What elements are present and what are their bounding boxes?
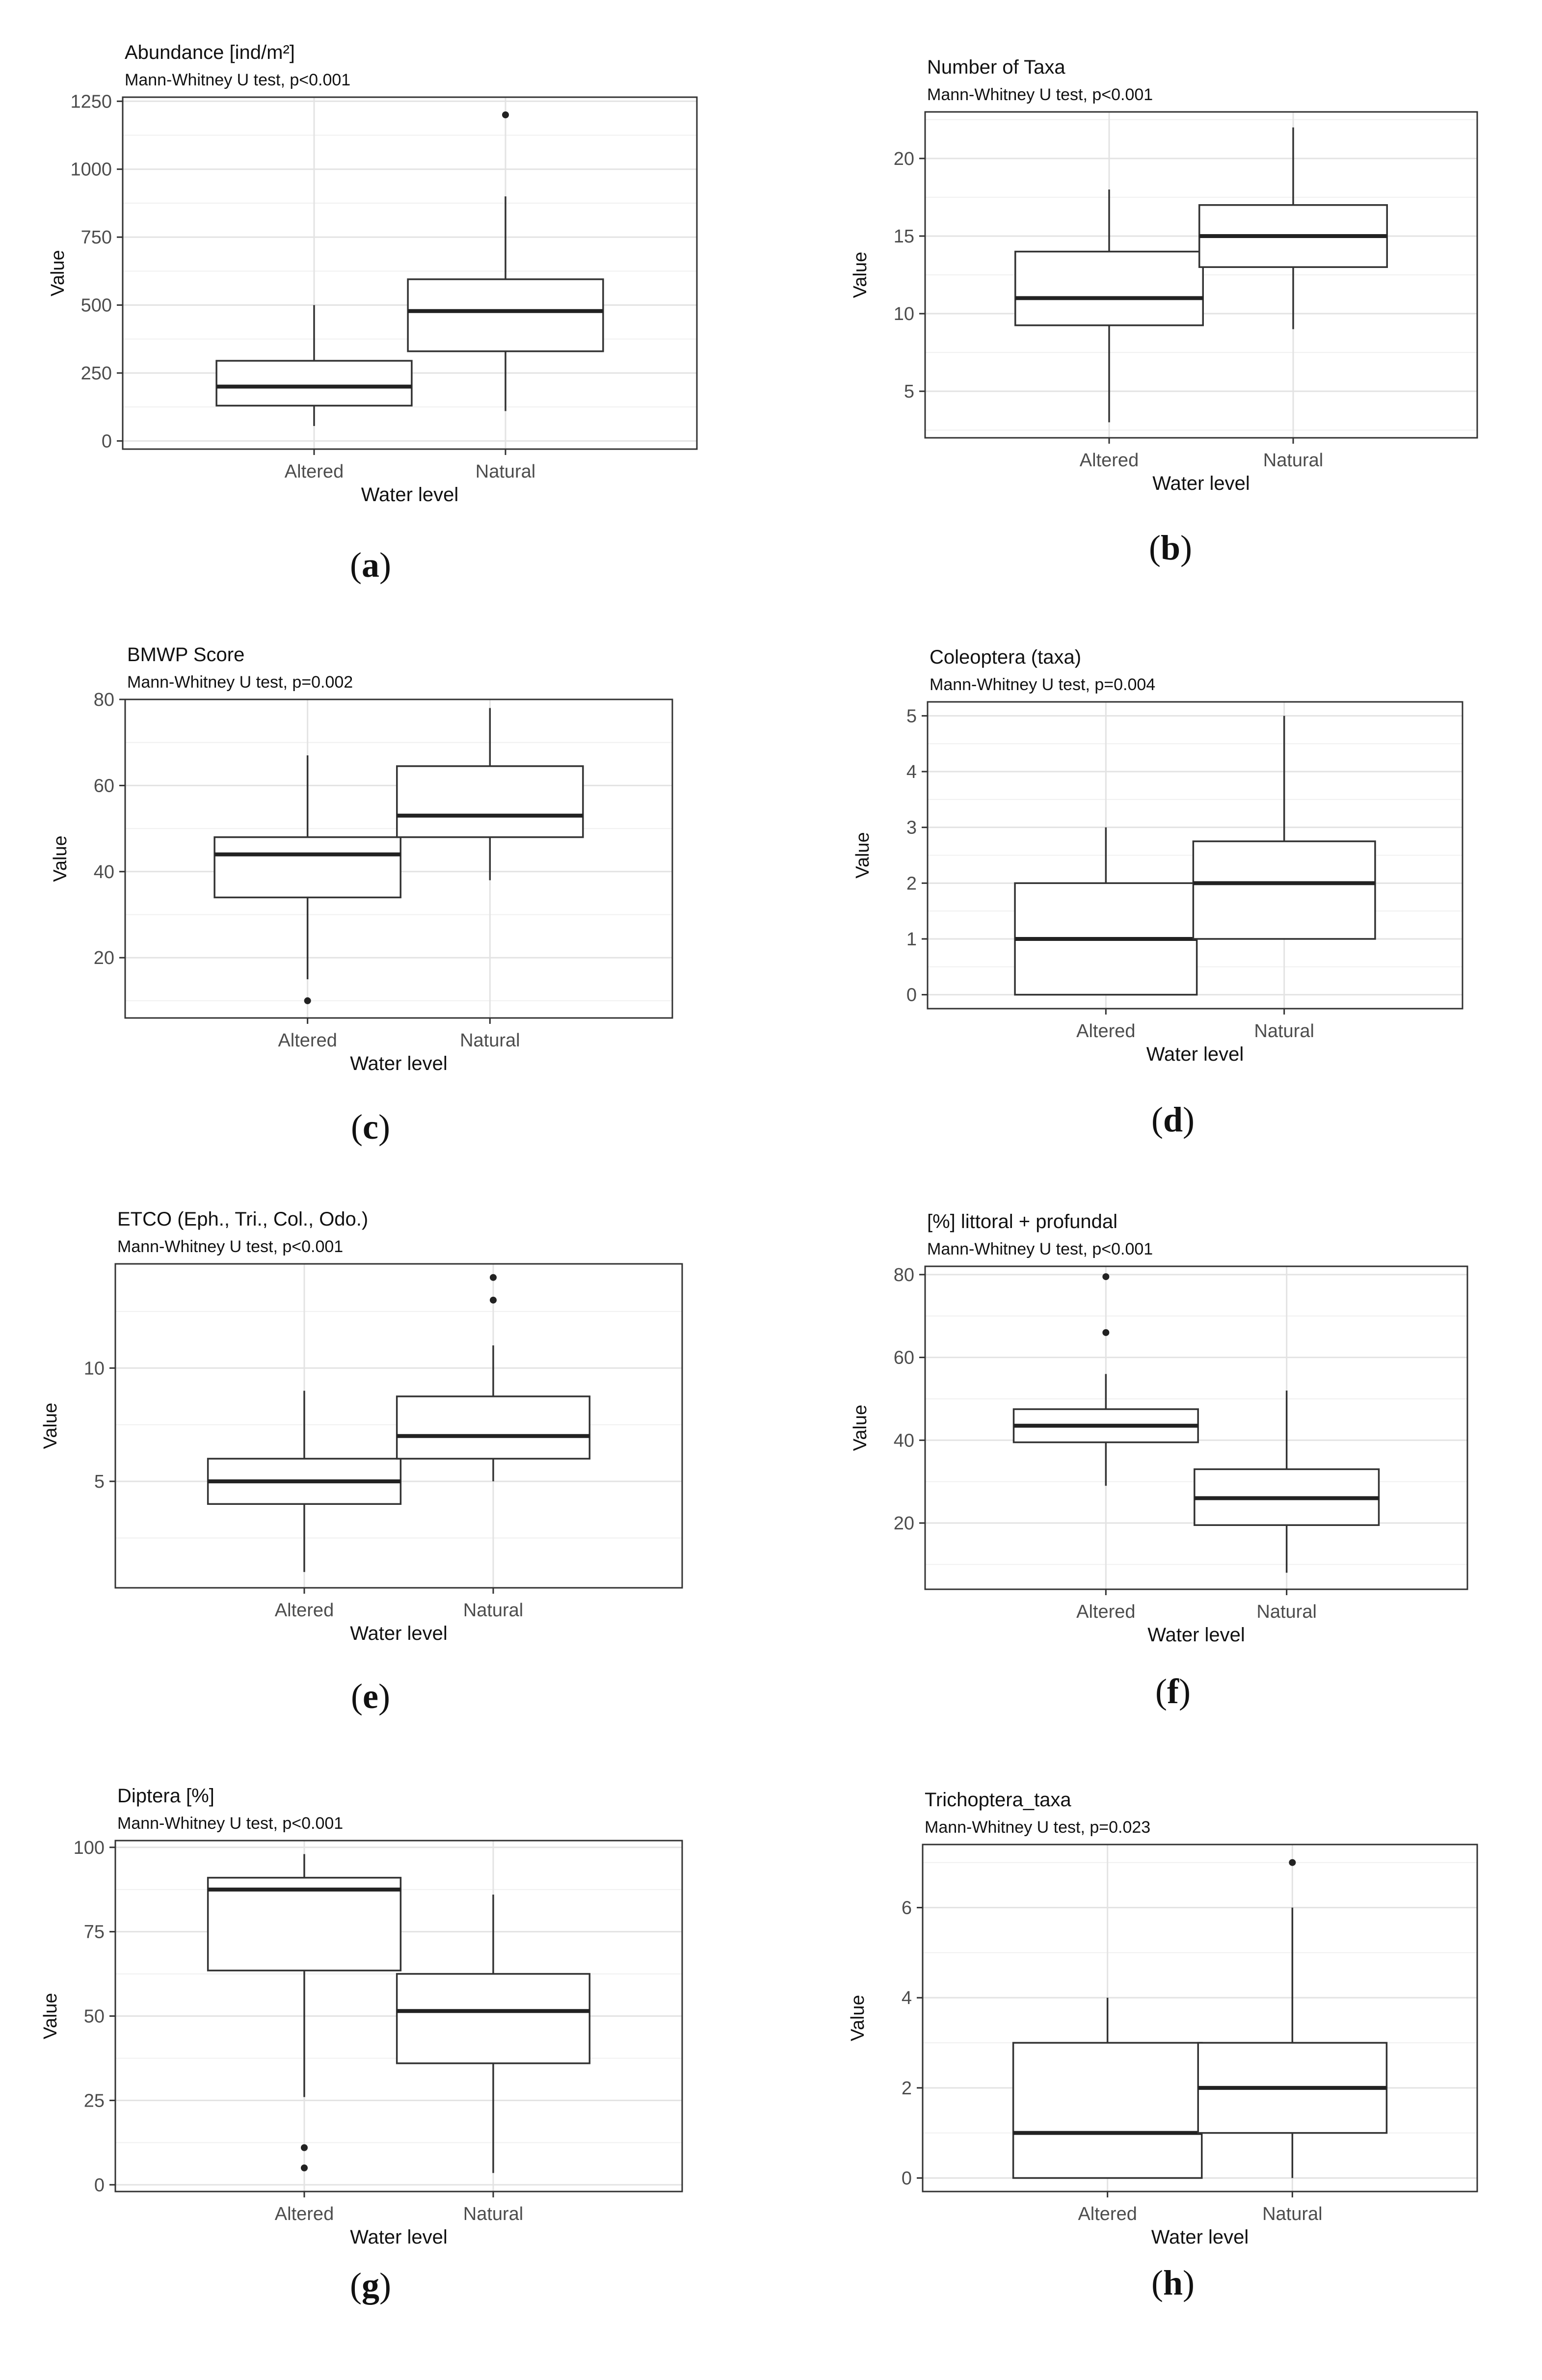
chart-subtitle: Mann-Whitney U test, p<0.001: [927, 1240, 1153, 1258]
x-axis-title: Water level: [350, 1053, 448, 1074]
y-tick-label: 80: [93, 690, 114, 710]
x-tick-label: Altered: [274, 2204, 334, 2224]
x-tick-label: Altered: [1076, 1021, 1136, 1042]
y-tick-label: 75: [83, 1922, 105, 1943]
y-tick-label: 20: [93, 948, 114, 969]
box-iqr: [397, 1396, 590, 1459]
y-tick-label: 0: [906, 985, 917, 1006]
chart-subtitle: Mann-Whitney U test, p<0.001: [927, 85, 1153, 104]
y-tick-label: 40: [93, 861, 114, 882]
outlier-point: [1289, 1859, 1296, 1866]
y-tick-label: 80: [893, 1264, 914, 1285]
y-tick-label: 4: [901, 1988, 912, 2009]
x-tick-label: Altered: [1078, 2204, 1137, 2224]
x-tick-label: Natural: [1254, 1021, 1314, 1042]
outlier-point: [301, 2165, 308, 2171]
x-axis-title: Water level: [1152, 473, 1250, 494]
panel-label-h: (h): [1151, 2263, 1195, 2302]
box-iqr: [1015, 252, 1203, 325]
y-axis-title: Value: [48, 250, 68, 296]
chart-title: BMWP Score: [127, 644, 245, 666]
y-tick-label: 3: [906, 817, 917, 838]
box-iqr: [1013, 2043, 1202, 2178]
chart-subtitle: Mann-Whitney U test, p=0.023: [925, 1818, 1151, 1837]
panel-label-f: (f): [1155, 1672, 1191, 1711]
y-tick-label: 6: [901, 1898, 912, 1919]
y-tick-label: 2: [906, 873, 917, 894]
chart-title: ETCO (Eph., Tri., Col., Odo.): [117, 1208, 369, 1230]
y-tick-label: 5: [94, 1471, 105, 1493]
x-axis-title: Water level: [1146, 1043, 1244, 1065]
y-tick-label: 1000: [70, 159, 112, 180]
x-tick-label: Natural: [1262, 2204, 1323, 2224]
box-iqr: [214, 837, 400, 898]
y-axis-title: Value: [40, 1993, 61, 2039]
y-tick-label: 40: [893, 1430, 914, 1451]
outlier-point: [502, 111, 509, 118]
y-tick-label: 2: [901, 2078, 912, 2099]
x-tick-label: Altered: [1079, 450, 1139, 471]
panel-label-b: (b): [1148, 528, 1193, 567]
y-tick-label: 60: [893, 1347, 914, 1368]
chart-b: [850, 56, 1477, 494]
y-tick-label: 15: [893, 226, 914, 247]
x-axis-title: Water level: [361, 484, 459, 506]
x-tick-label: Altered: [1076, 1602, 1136, 1622]
y-tick-label: 20: [893, 1513, 914, 1534]
chart-subtitle: Mann-Whitney U test, p<0.001: [117, 1814, 344, 1833]
y-tick-label: 5: [904, 381, 914, 402]
chart-subtitle: Mann-Whitney U test, p=0.002: [127, 673, 353, 692]
chart-f: [850, 1211, 1467, 1646]
box-iqr: [208, 1878, 401, 1971]
box-iqr: [397, 1974, 590, 2063]
outlier-point: [490, 1274, 497, 1281]
chart-title: Coleoptera (taxa): [930, 646, 1082, 668]
chart-title: Trichoptera_taxa: [925, 1789, 1071, 1811]
chart-title: Number of Taxa: [927, 56, 1065, 78]
x-tick-label: Natural: [1256, 1602, 1317, 1622]
chart-h: [848, 1789, 1477, 2248]
y-tick-label: 1: [906, 929, 917, 950]
x-axis-title: Water level: [350, 1623, 448, 1644]
x-tick-label: Altered: [278, 1030, 337, 1051]
chart-title: Abundance [ind/m²]: [125, 42, 295, 63]
y-tick-label: 0: [901, 2168, 912, 2189]
chart-title: [%] littoral + profundal: [927, 1211, 1117, 1232]
x-tick-label: Altered: [284, 461, 344, 482]
panel-label-e: (e): [351, 1677, 390, 1716]
y-tick-label: 5: [906, 706, 917, 727]
x-tick-label: Natural: [475, 461, 536, 482]
y-axis-title: Value: [40, 1402, 61, 1449]
y-tick-label: 4: [906, 762, 917, 783]
y-tick-label: 750: [80, 227, 112, 248]
outlier-point: [1102, 1329, 1109, 1336]
y-tick-label: 20: [893, 148, 914, 169]
y-tick-label: 50: [83, 2006, 105, 2027]
outlier-point: [1102, 1273, 1109, 1280]
outlier-point: [304, 997, 311, 1004]
panel-label-d: (d): [1151, 1100, 1195, 1139]
chart-subtitle: Mann-Whitney U test, p=0.004: [930, 675, 1156, 694]
chart-d: [852, 646, 1462, 1065]
y-tick-label: 25: [83, 2090, 105, 2112]
y-tick-label: 10: [893, 304, 914, 325]
y-tick-label: 0: [94, 2175, 105, 2196]
chart-subtitle: Mann-Whitney U test, p<0.001: [117, 1237, 344, 1256]
panel-label-a: (a): [350, 545, 391, 585]
y-tick-label: 60: [93, 776, 114, 797]
y-tick-label: 1250: [70, 91, 112, 112]
x-axis-title: Water level: [1147, 1624, 1245, 1646]
y-tick-label: 10: [83, 1358, 105, 1379]
y-axis-title: Value: [50, 835, 71, 882]
y-tick-label: 100: [73, 1837, 105, 1858]
x-tick-label: Natural: [460, 1030, 520, 1051]
y-axis-title: Value: [850, 251, 871, 298]
chart-a: [48, 42, 697, 506]
box-iqr: [216, 361, 412, 405]
y-axis-title: Value: [850, 1404, 871, 1451]
chart-c: [50, 644, 672, 1074]
x-tick-label: Altered: [274, 1600, 334, 1621]
chart-subtitle: Mann-Whitney U test, p<0.001: [125, 71, 351, 89]
chart-g: [40, 1785, 682, 2248]
y-tick-label: 0: [101, 431, 112, 452]
box-iqr: [1193, 841, 1375, 939]
x-axis-title: Water level: [1151, 2226, 1249, 2248]
y-tick-label: 500: [80, 295, 112, 316]
y-axis-title: Value: [852, 832, 873, 879]
x-tick-label: Natural: [463, 1600, 524, 1621]
panel-label-g: (g): [350, 2266, 391, 2305]
y-tick-label: 250: [80, 363, 112, 384]
box-iqr: [397, 766, 583, 837]
outlier-point: [301, 2144, 308, 2151]
x-tick-label: Natural: [463, 2204, 524, 2224]
panel-label-c: (c): [351, 1107, 390, 1147]
x-tick-label: Natural: [1263, 450, 1324, 471]
box-iqr: [408, 279, 603, 351]
y-axis-title: Value: [848, 1995, 868, 2041]
outlier-point: [490, 1297, 497, 1304]
x-axis-title: Water level: [350, 2226, 448, 2248]
chart-title: Diptera [%]: [117, 1785, 214, 1807]
chart-e: [40, 1208, 682, 1644]
